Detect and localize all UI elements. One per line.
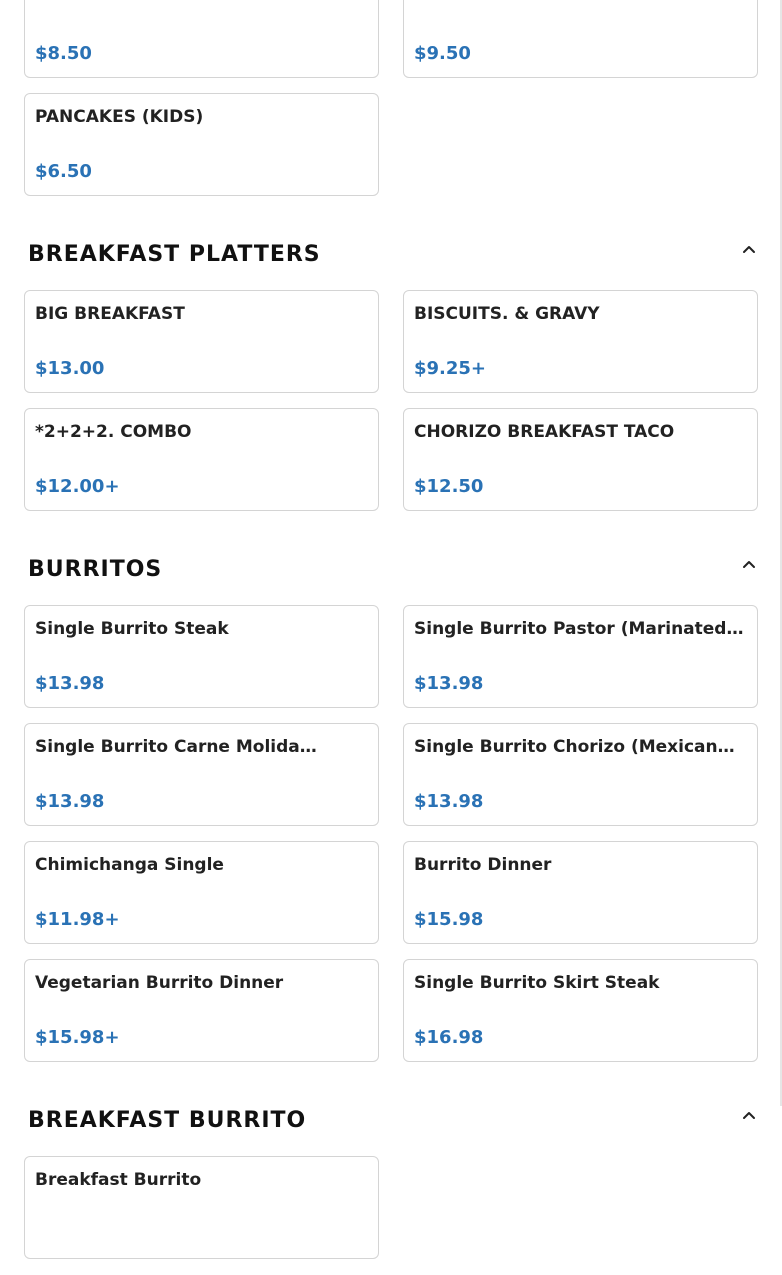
menu-item-price: $9.50 — [414, 43, 471, 64]
menu-item-price: $11.98+ — [35, 909, 120, 930]
menu-item-card[interactable] — [24, 93, 379, 196]
section-header-breakfast-burrito — [0, 1078, 782, 1156]
menu-item-card[interactable] — [403, 723, 758, 826]
menu-item-price: $16.98 — [414, 1027, 484, 1048]
menu-item-name: CHORIZO BREAKFAST TACO — [414, 422, 675, 442]
menu-item-card[interactable] — [403, 290, 758, 393]
menu-item-card[interactable] — [24, 959, 379, 1062]
menu-item-card[interactable] — [24, 408, 379, 511]
section-header-burritos — [0, 527, 782, 605]
menu-item-card[interactable] — [403, 605, 758, 708]
menu-item-card[interactable] — [24, 290, 379, 393]
menu-item-price: $9.25+ — [414, 358, 487, 379]
menu-item-name: Single Burrito Chorizo (Mexican… — [414, 737, 735, 757]
menu-item-name: Burrito Dinner — [414, 855, 552, 875]
menu-item-price: $15.98+ — [35, 1027, 120, 1048]
menu-item-price: $13.00 — [35, 358, 105, 379]
section-title: BREAKFAST PLATTERS — [28, 242, 321, 267]
menu-item-price: $12.50 — [414, 476, 484, 497]
menu-item-price: $15.98 — [414, 909, 484, 930]
menu-item-name: *2+2+2. COMBO — [35, 422, 192, 442]
menu-item-name: PANCAKES (KIDS) — [35, 107, 204, 127]
menu-item-name: Single Burrito Steak — [35, 619, 229, 639]
chevron-up-icon[interactable] — [738, 553, 760, 575]
menu-grid-burritos — [0, 605, 782, 1078]
menu-item-price: $12.00+ — [35, 476, 120, 497]
menu-item-card[interactable] — [24, 723, 379, 826]
menu-item-card[interactable] — [403, 959, 758, 1062]
section-title: BREAKFAST BURRITO — [28, 1108, 307, 1133]
menu-item-price: $13.98 — [35, 791, 105, 812]
menu-item-price: $8.50 — [35, 43, 92, 64]
menu-item-name: BISCUITS. & GRAVY — [414, 304, 600, 324]
section-header-breakfast-platters — [0, 212, 782, 290]
menu-item-card[interactable] — [403, 841, 758, 944]
menu-item-name: BIG BREAKFAST — [35, 304, 185, 324]
menu-item-card[interactable] — [24, 1156, 379, 1259]
menu-item-card[interactable] — [24, 605, 379, 708]
chevron-up-icon[interactable] — [738, 1104, 760, 1126]
menu-item-card[interactable] — [403, 408, 758, 511]
menu-item-card[interactable] — [403, 0, 758, 78]
menu-item-price: $6.50 — [35, 161, 92, 182]
menu-grid-breakfast-burrito — [0, 1156, 782, 1275]
section-title: BURRITOS — [28, 557, 163, 582]
menu-item-name: Vegetarian Burrito Dinner — [35, 973, 284, 993]
menu-item-price: $13.98 — [414, 791, 484, 812]
menu-grid-kids — [0, 0, 782, 212]
menu-item-card[interactable] — [24, 0, 379, 78]
menu-item-price: $13.98 — [414, 673, 484, 694]
menu-item-name: Single Burrito Skirt Steak — [414, 973, 660, 993]
menu-item-name: Breakfast Burrito — [35, 1170, 202, 1190]
menu-grid-breakfast-platters — [0, 290, 782, 527]
menu-item-name: Single Burrito Pastor (Marinated… — [414, 619, 744, 639]
menu-item-card[interactable] — [24, 841, 379, 944]
menu-item-price: $13.98 — [35, 673, 105, 694]
menu-item-name: Single Burrito Carne Molida… — [35, 737, 317, 757]
chevron-up-icon[interactable] — [738, 238, 760, 260]
menu-item-name: Chimichanga Single — [35, 855, 224, 875]
